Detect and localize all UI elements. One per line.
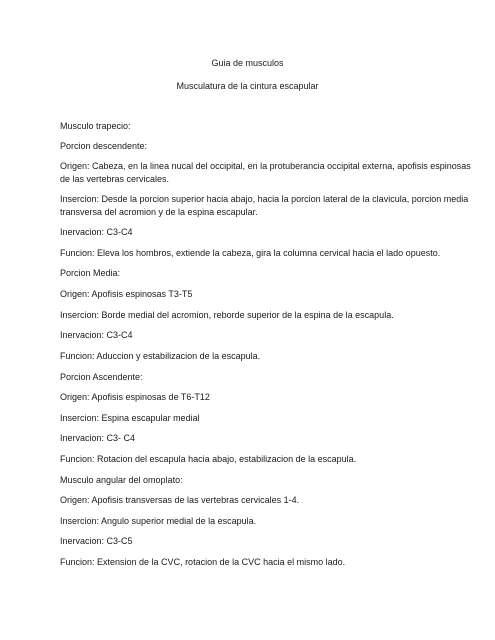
paragraph-line: de las vertebras cervicales. bbox=[60, 174, 170, 184]
paragraph-origen-descendente bbox=[60, 160, 471, 186]
document-subtitle: Musculatura de la cintura escapular bbox=[176, 81, 319, 91]
paragraph-insercion-descendente bbox=[60, 193, 469, 219]
paragraph-line: Funcion: Eleva los hombros, extiende la cabeza, gira la columna cervical hacia el lado opuesto. bbox=[60, 248, 441, 258]
paragraph-line: Insercion: Angulo superior medial de la escapula. bbox=[60, 516, 257, 526]
paragraph-line: Inervacion: C3-C4 bbox=[60, 227, 133, 237]
paragraph-insercion-ascendente bbox=[60, 412, 440, 425]
paragraph-inervacion-media bbox=[60, 329, 440, 342]
paragraph-line: Origen: Apofisis transversas de las vertebras cervicales 1-4. bbox=[60, 495, 300, 505]
paragraph-insercion-angular bbox=[60, 515, 440, 528]
paragraph-insercion-media bbox=[60, 309, 440, 322]
paragraph-origen-angular bbox=[60, 494, 440, 507]
paragraph-line: Inervacion: C3-C4 bbox=[60, 330, 133, 340]
paragraph-porcion-media bbox=[60, 267, 440, 280]
paragraph-inervacion-angular bbox=[60, 535, 440, 548]
paragraph-funcion-descendente bbox=[60, 247, 440, 260]
paragraph-line: Insercion: Desde la porcion superior hacia abajo, hacia la porcion lateral de la clavicula, porcion media bbox=[60, 194, 469, 204]
paragraph-line: Insercion: Espina escapular medial bbox=[60, 413, 200, 423]
paragraph-inervacion-descendente bbox=[60, 226, 440, 239]
paragraph-line: Funcion: Aduccion y estabilizacion de la escapula. bbox=[60, 351, 261, 361]
paragraph-funcion-angular bbox=[60, 556, 440, 569]
paragraph-line: Porcion Media: bbox=[60, 268, 121, 278]
paragraph-line: Inervacion: C3- C4 bbox=[60, 433, 136, 443]
paragraph-origen-media bbox=[60, 288, 440, 301]
paragraph-line: Origen: Apofisis espinosas T3-T5 bbox=[60, 289, 193, 299]
paragraph-porcion-ascendente bbox=[60, 371, 440, 384]
paragraph-line: Funcion: Rotacion del escapula hacia abajo, estabilizacion de la escapula. bbox=[60, 454, 357, 464]
paragraph-line: transversa del acromion y de la espina escapular. bbox=[60, 207, 258, 217]
paragraph-line: Funcion: Extension de la CVC, rotacion de la CVC hacia el mismo lado. bbox=[60, 557, 346, 567]
paragraph-line: Musculo trapecio: bbox=[60, 121, 131, 131]
paragraph-porcion-descendente bbox=[60, 140, 440, 153]
paragraph-line: Porcion descendente: bbox=[60, 141, 148, 151]
paragraph-line: Inervacion: C3-C5 bbox=[60, 536, 133, 546]
paragraph-line: Origen: Apofisis espinosas de T6-T12 bbox=[60, 392, 210, 402]
paragraph-musculo-angular bbox=[60, 474, 440, 487]
paragraph-inervacion-ascendente bbox=[60, 432, 440, 445]
document-title: Guia de musculos bbox=[211, 58, 284, 68]
paragraph-funcion-media bbox=[60, 350, 440, 363]
paragraph-origen-ascendente bbox=[60, 391, 440, 404]
paragraph-line: Musculo angular del omoplato: bbox=[60, 475, 183, 485]
paragraph-line: Porcion Ascendente: bbox=[60, 372, 143, 382]
paragraph-line: Insercion: Borde medial del acromion, reborde superior de la espina de la escapula. bbox=[60, 310, 394, 320]
paragraph-musculo-trapecio bbox=[60, 120, 440, 133]
paragraph-line: Origen: Cabeza, en la linea nucal del occipital, en la protuberancia occipital externa, apofisis espinosas bbox=[60, 161, 471, 171]
paragraph-funcion-ascendente bbox=[60, 453, 440, 466]
